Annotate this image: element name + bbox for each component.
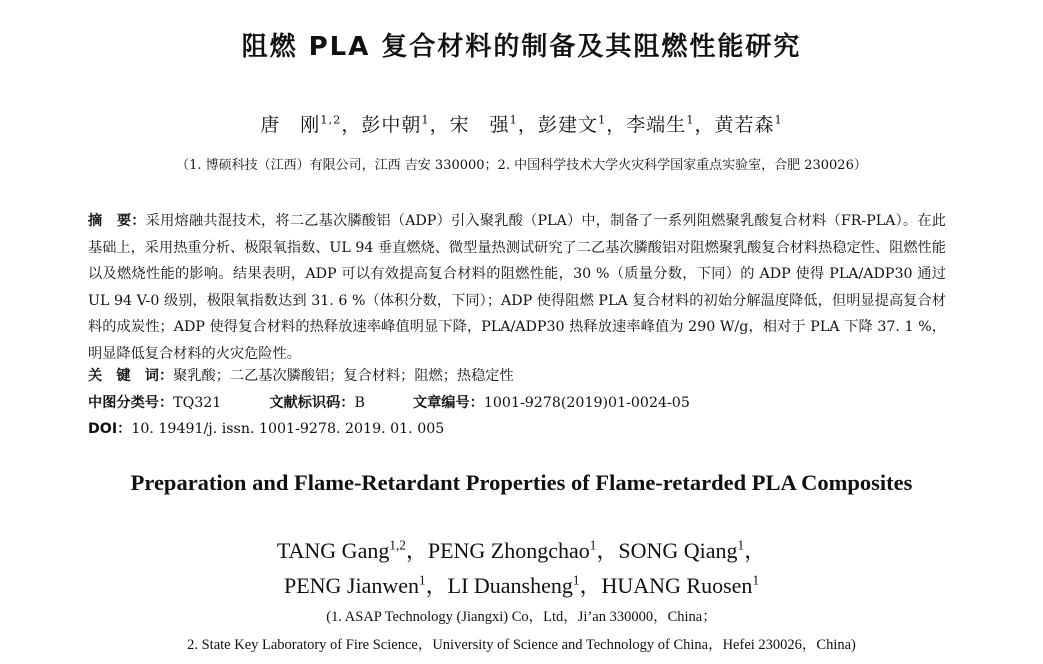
- author-cn: 彭中朝$^1$，: [361, 112, 450, 136]
- doi-label: DOI：: [88, 421, 132, 437]
- article-number: 文章编号：1001-9278(2019)01-0024-05: [412, 395, 690, 411]
- authors-chinese: [0, 110, 1043, 137]
- author-en: PENG Zhongchao$^1$，: [427, 537, 619, 563]
- author-cn: 彭建文$^1$，: [537, 112, 627, 136]
- author-en: PENG Jianwen$^1$，: [283, 572, 448, 598]
- abstract-label: 摘 要：: [88, 213, 146, 229]
- title-chinese: 阻燃 PLA 复合材料的制备及其阻燃性能研究: [241, 32, 802, 62]
- abstract-chinese: [88, 208, 946, 367]
- author-en: HUANG Ruosen$^1$: [601, 572, 760, 598]
- author-cn: 黄若森$^1$: [714, 112, 783, 136]
- affiliation-english-2: 2. State Key Laboratory of Fire Science，University of Science and Technology of China，Hefei 230026，China): [187, 637, 856, 653]
- author-cn: 宋 强$^1$，: [449, 112, 538, 136]
- keywords-text: 聚乳酸；二乙基次膦酸铝；复合材料；阻燃；热稳定性: [173, 368, 514, 384]
- author-en: TANG Gang$^{1,2}$，: [276, 537, 428, 563]
- author-en: LI Duansheng$^1$，: [447, 572, 602, 598]
- affiliation-chinese: （1. 博硕科技（江西）有限公司，江西 吉安 330000；2. 中国科学技术大学火灾科学国家重点实验室，合肥 230026）: [176, 158, 867, 173]
- keywords-chinese: [88, 365, 946, 385]
- author-cn: 李端生$^1$，: [626, 112, 715, 136]
- title-english: Preparation and Flame-Retardant Properties of Flame-retarded PLA Composites: [130, 470, 913, 495]
- doi: [88, 418, 946, 438]
- author-en: SONG Qiang$^1$，: [618, 537, 767, 563]
- document-code: 文献标识码：B: [269, 395, 365, 411]
- abstract-text: 采用熔融共混技术，将二乙基次膦酸铝（ADP）引入聚乳酸（PLA）中，制备了一系列阻燃聚乳酸复合材料（FR-PLA）。在此基础上，采用热重分析、极限氧指数、UL 94 垂直燃烧、微型量热测试研究了二乙基次膦酸铝对阻燃聚乳酸复合材料热稳定性、阻燃性能以及燃烧性能的影响。结果表明，ADP 可以有效提高复合材料的阻燃性能，30 %（质量分数，下同）的 ADP 使得 PLA/ADP30 通过 UL 94 V-0 级别，极限氧指数达到 31. 6 %（体积分数，下同）；ADP 使得阻燃 PLA 复合材料的初始分解温度降低，但明显提高复合材料的成炭性；ADP 使得复合材料的热释放速率峰值明显下降，PLA/ADP30 热释放速率峰值为 290 W/g，相对于 PLA 下降 37. 1 %，明显降低复合材料的火灾危险性。: [88, 213, 946, 362]
- authors-english-line-2: [0, 569, 1043, 600]
- classification-row: [88, 392, 946, 412]
- affiliation-english-1: (1. ASAP Technology (Jiangxi) Co，Ltd，Ji’an 330000，China；: [326, 609, 717, 625]
- keywords-label: 关 键 词：: [88, 368, 174, 384]
- authors-english-line-1: [0, 534, 1043, 565]
- doi-value[interactable]: 10. 19491/j. issn. 1001-9278. 2019. 01. 005: [131, 421, 445, 437]
- author-cn: 唐 刚$^{1,2}$，: [260, 112, 362, 136]
- classification-number: 中图分类号：TQ321: [88, 395, 222, 411]
